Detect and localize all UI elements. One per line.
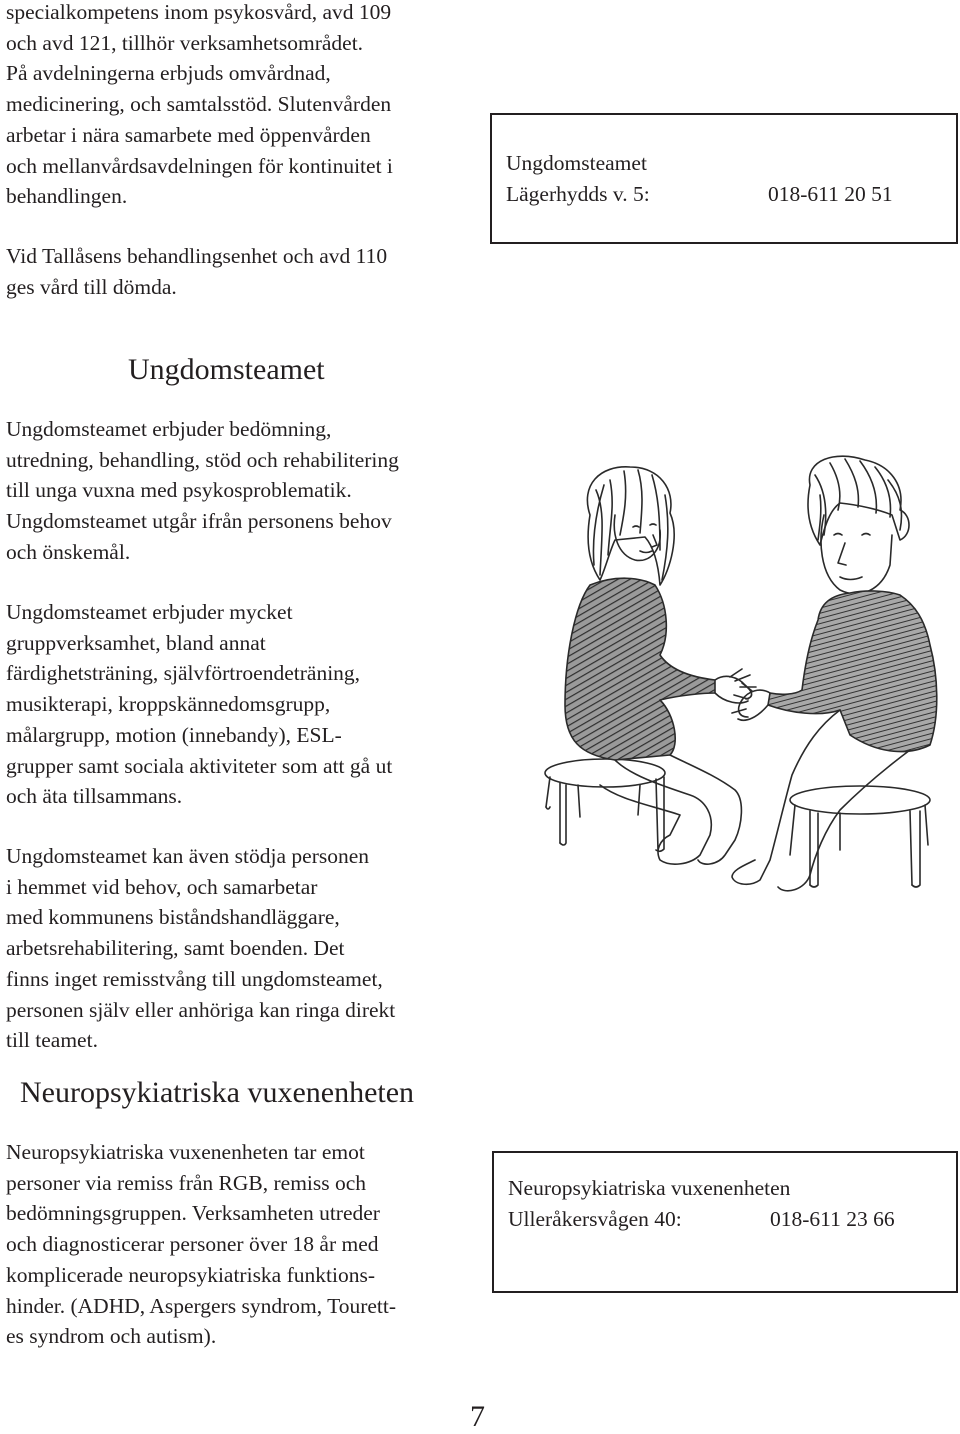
contact-box-ungdomsteamet: [490, 113, 958, 244]
contact-phone: 018-611 23 66: [770, 1207, 895, 1231]
text-line: Neuropsykiatriska vuxenenheten tar emot: [6, 1140, 365, 1164]
text-line: och avd 121, tillhör verksamhetsområdet.: [6, 30, 364, 55]
text-line: och diagnosticerar personer över 18 år med: [6, 1232, 379, 1257]
text-line: till unga vuxna med psykosproblematik.: [6, 478, 352, 503]
text-line: Ungdomsteamet erbjuder bedömning,: [6, 417, 332, 441]
text-line: med kommunens biståndshandläggare,: [6, 905, 340, 930]
text-line: finns inget remisstvång till ungdomsteamet,: [6, 966, 383, 991]
text-line: grupper samt sociala aktiviteter som att gå ut: [6, 753, 393, 778]
text-line: och mellanvårdsavdelningen för kontinuitet i: [6, 153, 393, 178]
text-line: utredning, behandling, stöd och rehabilitering: [6, 447, 399, 472]
text-line: i hemmet vid behov, och samarbetar: [6, 874, 318, 899]
text-line: hinder. (ADHD, Aspergers syndrom, Tourett-: [6, 1293, 397, 1318]
text-line: personen själv eller anhöriga kan ringa direkt: [6, 997, 396, 1022]
text-line: och äta tillsammans.: [6, 784, 183, 809]
text-line: På avdelningerna erbjuds omvårdnad,: [6, 61, 331, 86]
text-line: målargrupp, motion (innebandy), ESL-: [6, 722, 342, 747]
text-line: Vid Tallåsens behandlingsenhet och avd 110: [6, 244, 388, 268]
text-line: färdighetsträning, självförtroendeträning,: [6, 661, 361, 686]
text-line: es syndrom och autism).: [6, 1324, 217, 1349]
contact-phone: 018-611 20 51: [768, 182, 893, 206]
text-line: behandlingen.: [6, 184, 128, 209]
text-line: arbetar i nära samarbete med öppenvården: [6, 122, 371, 147]
text-line: musikterapi, kroppskännedomsgrupp,: [6, 692, 331, 717]
intro-paragraph-1: [6, 0, 486, 212]
text-line: och önskemål.: [6, 539, 131, 564]
intro-paragraph-2: [6, 241, 486, 302]
neuropsykiatriska-paragraph-1: [6, 1137, 486, 1352]
text-line: arbetsrehabilitering, samt boenden. Det: [6, 936, 345, 961]
text-line: specialkompetens inom psykosvård, avd 109: [6, 0, 392, 24]
text-line: komplicerade neuropsykiatriska funktions-: [6, 1262, 375, 1287]
text-line: Ungdomsteamet kan även stödja personen: [6, 844, 370, 868]
illustration-two-people-talking: [520, 455, 950, 915]
contact-address: Lägerhydds v. 5:: [506, 182, 650, 206]
contact-box-neuropsykiatriska: [492, 1151, 958, 1293]
contact-address: Ulleråkersvågen 40:: [508, 1207, 682, 1231]
contact-name: Ungdomsteamet: [506, 151, 647, 175]
section-heading-neuropsykiatriska-vuxenenheten: Neuropsykiatriska vuxenenheten: [20, 1076, 415, 1109]
text-line: ges vård till dömda.: [6, 274, 177, 299]
text-line: gruppverksamhet, bland annat: [6, 630, 266, 655]
text-line: Ungdomsteamet erbjuder mycket: [6, 600, 293, 624]
text-line: personer via remiss från RGB, remiss och: [6, 1170, 367, 1195]
ungdomsteamet-paragraph-3: [6, 841, 486, 1056]
section-heading-ungdomsteamet: Ungdomsteamet: [128, 353, 325, 386]
ungdomsteamet-paragraph-1: [6, 414, 486, 568]
text-line: bedömningsgruppen. Verksamheten utreder: [6, 1201, 380, 1226]
ungdomsteamet-paragraph-2: [6, 597, 486, 812]
contact-name: Neuropsykiatriska vuxenenheten: [508, 1176, 791, 1200]
text-line: till teamet.: [6, 1028, 98, 1053]
text-line: Ungdomsteamet utgår ifrån personens behov: [6, 509, 392, 534]
text-line: medicinering, och samtalsstöd. Slutenvården: [6, 92, 392, 117]
page-number: 7: [470, 1400, 485, 1433]
